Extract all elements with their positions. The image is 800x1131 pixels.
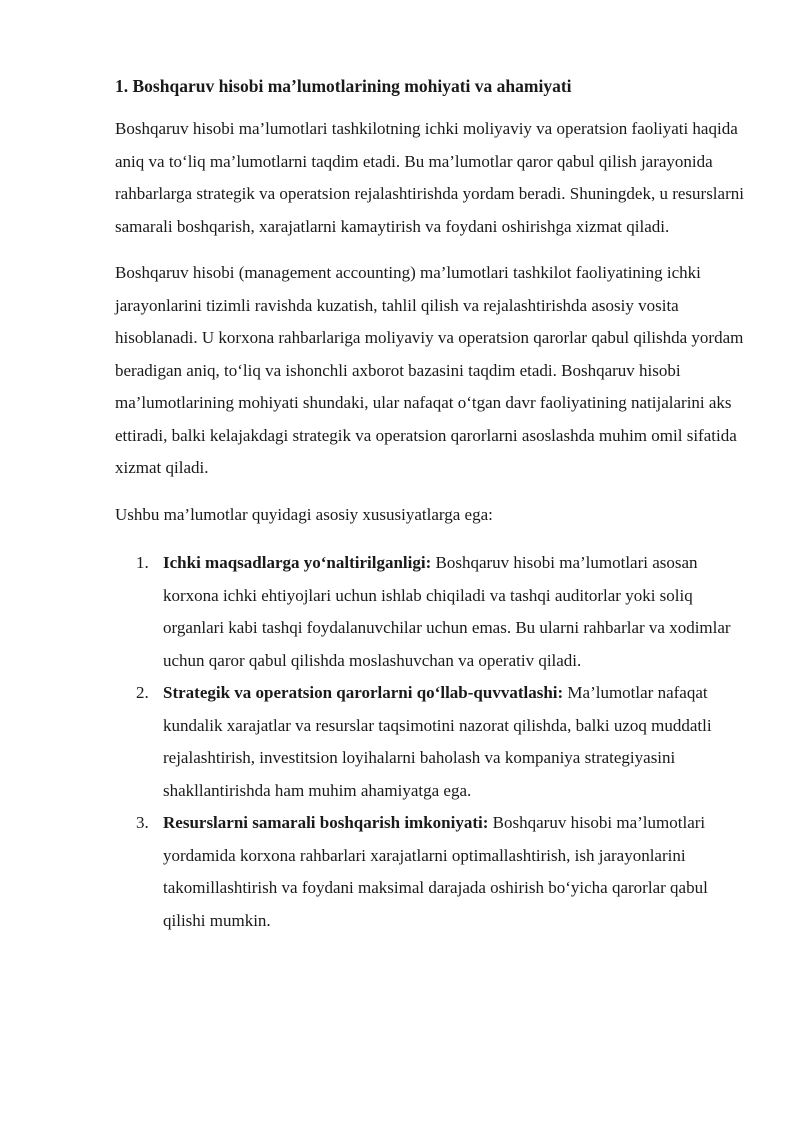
list-item-number: 3. — [136, 813, 149, 832]
paragraph-2: Boshqaruv hisobi (management accounting) ma’lumotlari tashkilot faoliyatining ichki jarayonlarini tizimli ravishda kuzatish, tahlil qilish va rejalashtirishda asosiy vosita hisoblanadi. U korxona rahbarlariga moliyaviy va operatsion qarorlar qabul qilishda yordam beradigan aniq, to‘liq va ishonchli axborot bazasini taqdim etadi. Boshqaruv hisobi ma’lumotlarining mohiyati shundaki, ular nafaqat o‘tgan davr faoliyatining natijalarini aks ettiradi, balki kelajakdagi strategik va operatsion qarorlarni asoslashda muhim omil sifatida xizmat qiladi. — [115, 263, 744, 477]
list-item-number: 2. — [136, 683, 149, 702]
paragraph-1: Boshqaruv hisobi ma’lumotlari tashkilotning ichki moliyaviy va operatsion faoliyati haqida aniq va to‘liq ma’lumotlarni taqdim etadi. Bu ma’lumotlar qaror qabul qilish jarayonida rahbarlarga strategik va operatsion rejalashtirishda yordam beradi. Shuningdek, u resurslarni samarali boshqarish, xarajatlarni kamaytirish va foydani oshirishga xizmat qiladi. — [115, 119, 744, 236]
list-item-text: Boshqaruv hisobi ma’lumotlari asosan korxona ichki ehtiyojlari uchun ishlab chiqiladi va tashqi auditorlar yoki soliq organlari kabi tashqi foydalanuvchilar uchun emas. Bu ularni rahbarlar va xodimlar uchun qaror qabul qilishda moslashuvchan va operativ qiladi. — [163, 553, 731, 670]
list-item — [115, 547, 745, 677]
document-page — [115, 70, 745, 937]
list-item-term: Resurslarni samarali boshqarish imkoniyati: — [163, 813, 493, 832]
list-item-term: Ichki maqsadlarga yo‘naltirilganligi: — [163, 553, 436, 572]
list-item-term: Strategik va operatsion qarorlarni qo‘llab-quvvatlashi: — [163, 683, 568, 702]
features-list — [115, 547, 745, 937]
list-item-text: Boshqaruv hisobi ma’lumotlari yordamida korxona rahbarlari xarajatlarni optimallashtirish, ish jarayonlarini takomillashtirish va foydani maksimal darajada oshirish bo‘yicha qarorlar qabul qilishi mumkin. — [163, 813, 708, 930]
list-intro: Ushbu ma’lumotlar quyidagi asosiy xususiyatlarga ega: — [115, 504, 493, 524]
section-heading: 1. Boshqaruv hisobi ma’lumotlarining mohiyati va ahamiyati — [115, 76, 572, 96]
list-item-number: 1. — [136, 553, 149, 572]
list-item — [115, 677, 745, 807]
list-item-text: Ma’lumotlar nafaqat kundalik xarajatlar va resurslar taqsimotini nazorat qilishda, balki uzoq muddatli rejalashtirish, investitsion loyihalarni baholash va kompaniya strategiyasini shakllantirishda ham muhim ahamiyatga ega. — [163, 683, 712, 800]
list-item — [115, 807, 745, 937]
